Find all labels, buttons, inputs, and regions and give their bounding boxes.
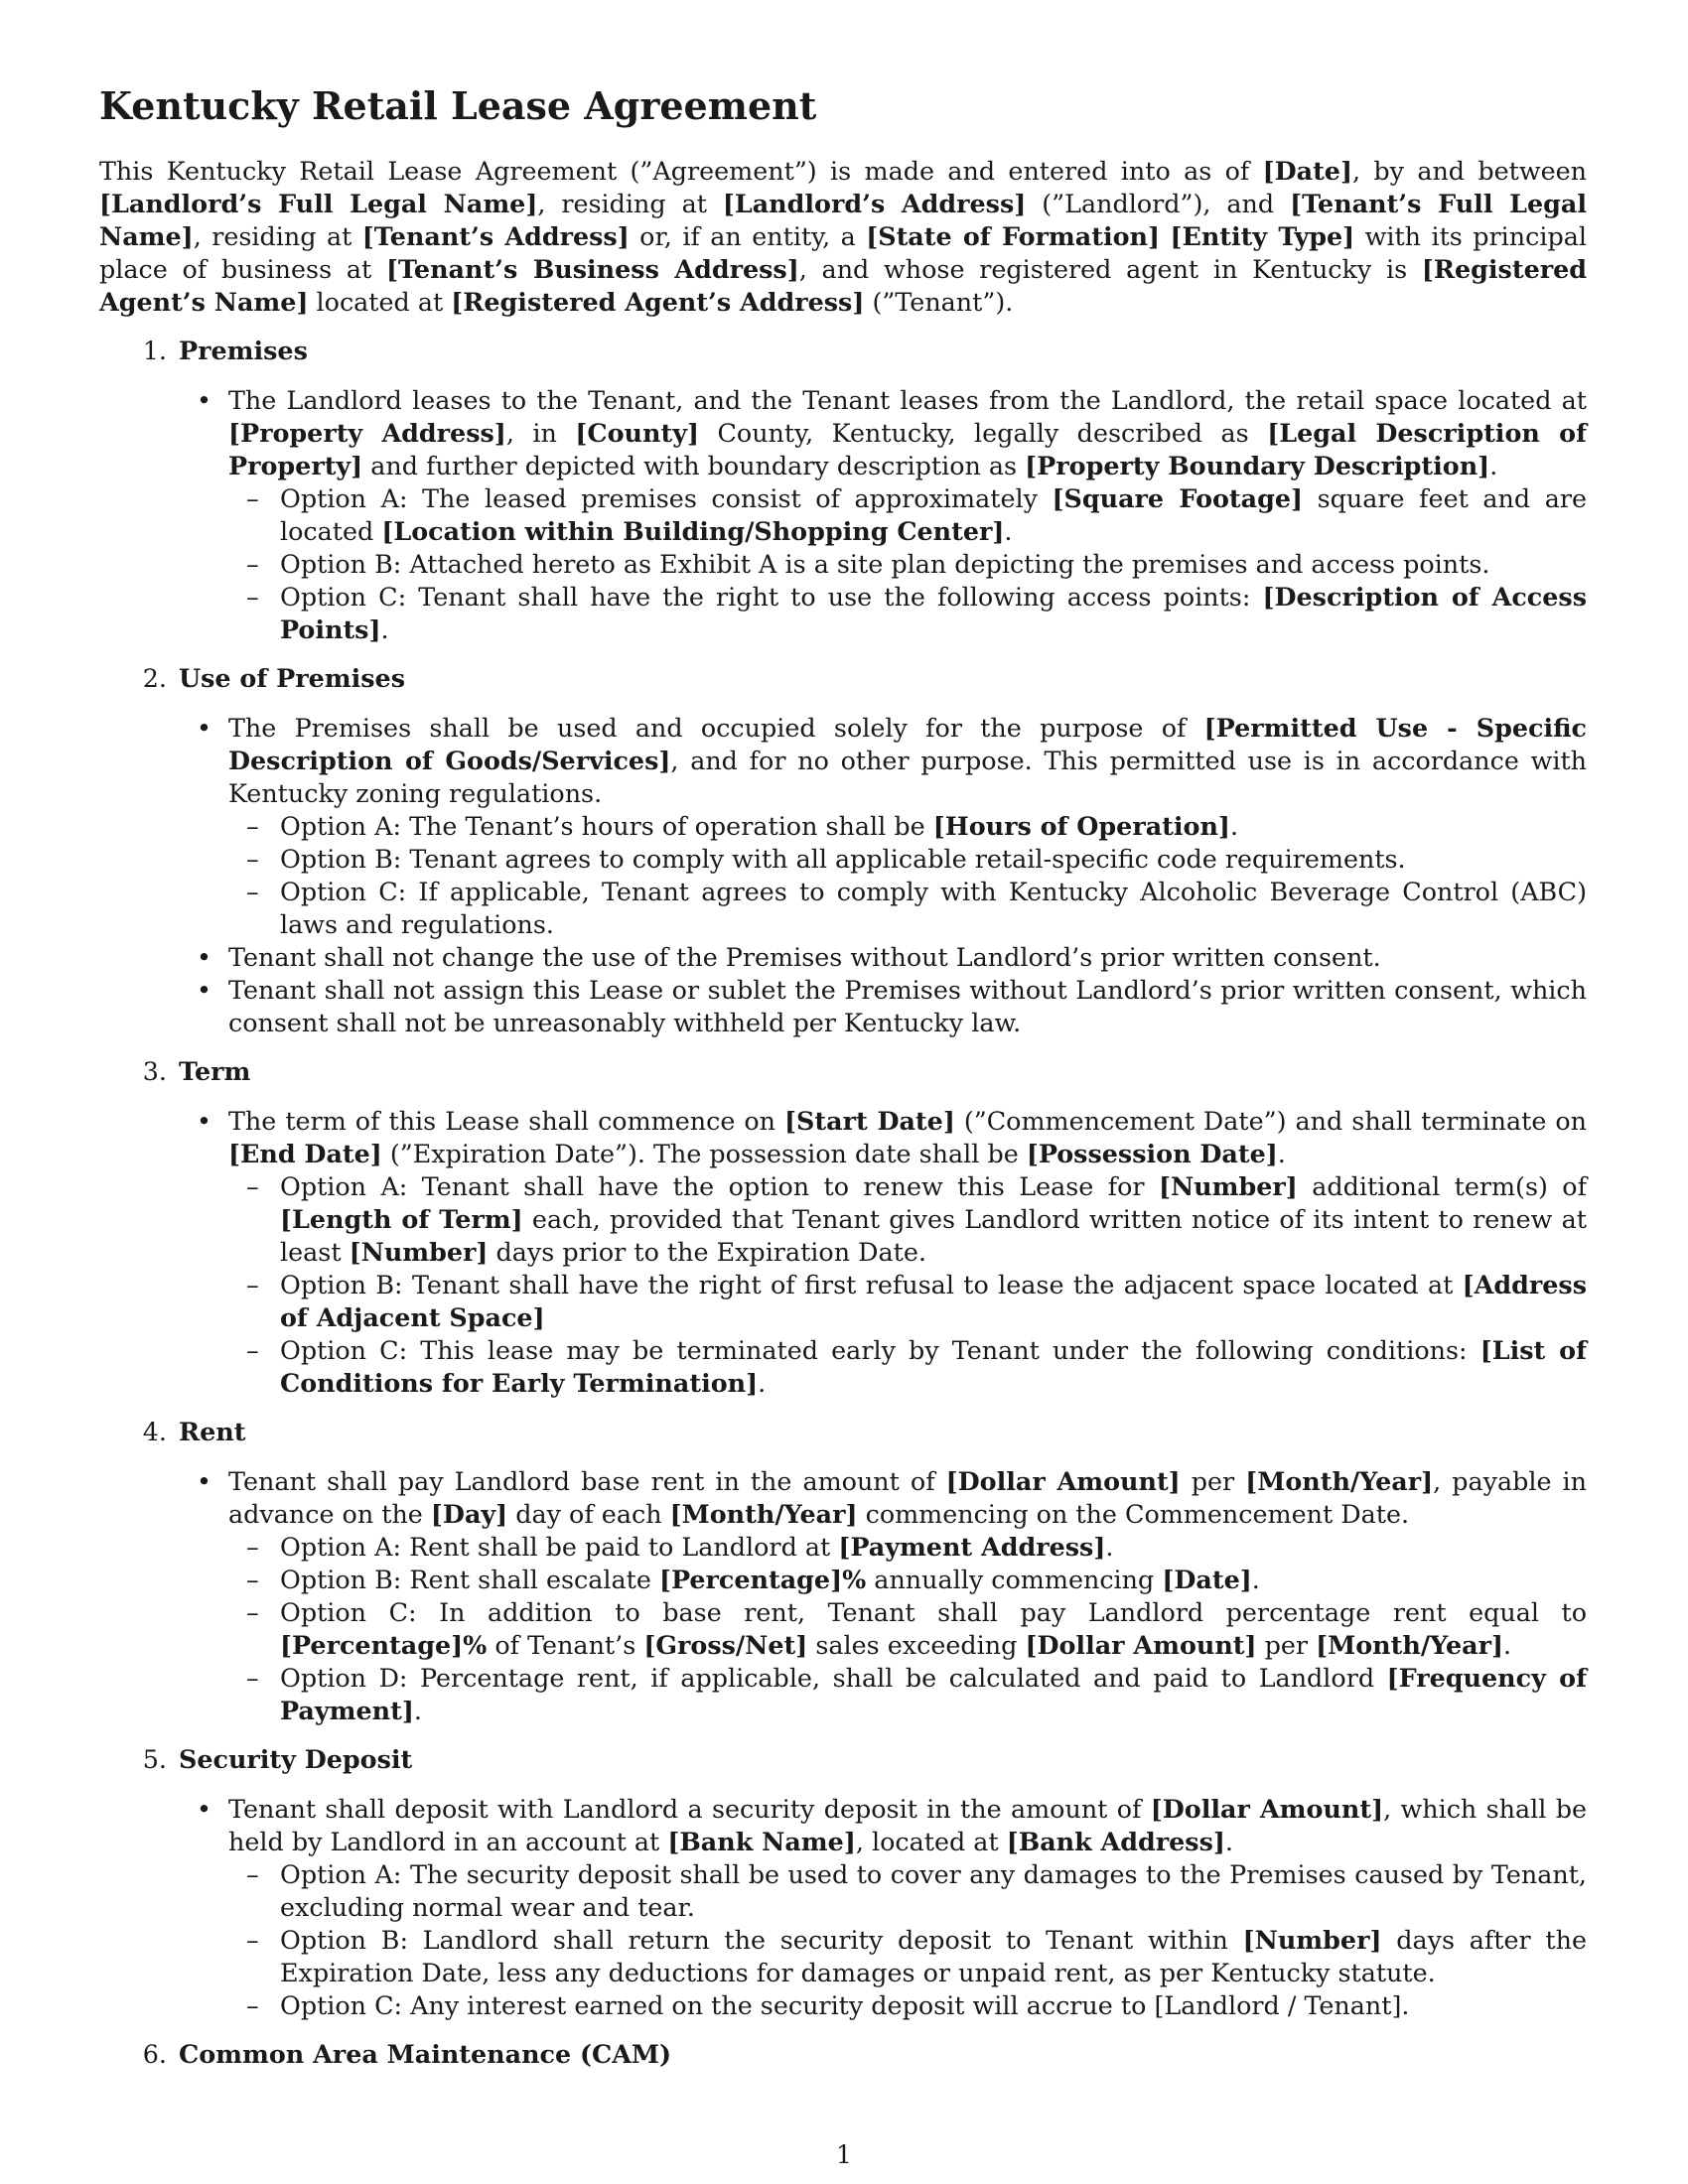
- placeholder-field: [Date]: [1262, 156, 1352, 186]
- text-run: or, if an entity, a: [629, 221, 867, 251]
- option-item: [228, 1596, 1587, 1662]
- text-run: This Kentucky Retail Lease Agreement (”Agreement”) is made and entered into as of: [99, 156, 1263, 186]
- placeholder-field: [Landlord’s Full Legal Name]: [99, 189, 538, 218]
- bullet-item: [99, 1105, 1587, 1400]
- bullet-icon: •: [197, 1106, 211, 1136]
- dash-icon: –: [246, 1171, 259, 1201]
- text-run: Option C: This lease may be terminated early by Tenant under the following conditions:: [280, 1335, 1480, 1365]
- page-number: 1: [836, 2140, 852, 2169]
- text-run: (”Tenant”).: [864, 287, 1014, 317]
- text-run: , located at: [855, 1827, 1007, 1856]
- text-run: [1160, 221, 1170, 251]
- dash-icon: –: [246, 1663, 259, 1693]
- placeholder-field: [Payment Address]: [838, 1532, 1106, 1562]
- text-run: of Tenant’s: [487, 1630, 644, 1660]
- placeholder-field: [Landlord’s Address]: [722, 189, 1027, 218]
- document-page: [99, 83, 1587, 2087]
- section-item: [99, 1416, 1587, 1727]
- bullet-text: [228, 974, 1587, 1039]
- text-run: Option B: Landlord shall return the security deposit to Tenant within: [280, 1925, 1243, 1955]
- text-run: additional term(s) of: [1297, 1171, 1587, 1201]
- text-run: day of each: [507, 1499, 670, 1529]
- text-run: Option C: Any interest earned on the security deposit will accrue to [Landlord / Tenant].: [280, 1990, 1410, 2020]
- dash-icon: –: [246, 483, 259, 513]
- text-run: .: [413, 1696, 422, 1725]
- option-text: [280, 1662, 1587, 1727]
- placeholder-field: [Number]: [349, 1237, 489, 1267]
- text-run: Tenant shall pay Landlord base rent in the amount of: [228, 1466, 946, 1496]
- option-list: [228, 810, 1587, 941]
- section-item: [99, 2038, 1587, 2071]
- text-run: (”Expiration Date”). The possession date shall be: [381, 1139, 1027, 1168]
- placeholder-field: [Square Footage]: [1052, 483, 1304, 513]
- text-run: Tenant shall not change the use of the Premises without Landlord’s prior written consent.: [228, 942, 1381, 972]
- section-heading: [99, 1416, 1587, 1448]
- dash-icon: –: [246, 1335, 259, 1365]
- text-run: Option C: Tenant shall have the right to use the following access points:: [280, 582, 1263, 612]
- option-list: [228, 1170, 1587, 1400]
- bullet-icon: •: [197, 1466, 211, 1496]
- option-list: [228, 1858, 1587, 2022]
- bullet-text: [228, 712, 1587, 810]
- section-item: [99, 1055, 1587, 1400]
- bullet-icon: •: [197, 975, 211, 1005]
- dash-icon: –: [246, 1859, 259, 1889]
- text-run: Option C: If applicable, Tenant agrees to comply with Kentucky Alcoholic Beverage Control (ABC) laws and regulations.: [280, 877, 1587, 939]
- option-text: [280, 1334, 1587, 1400]
- placeholder-field: [Bank Address]: [1006, 1827, 1225, 1856]
- option-text: [280, 1269, 1587, 1334]
- option-text: [280, 1924, 1587, 1989]
- placeholder-field: [Hours of Operation]: [932, 811, 1230, 841]
- placeholder-field: [Start Date]: [784, 1106, 955, 1136]
- placeholder-field: [Description of Access Points]: [280, 582, 1587, 644]
- section-number: 6.: [142, 2039, 167, 2069]
- dash-icon: –: [246, 1532, 259, 1562]
- dash-icon: –: [246, 1270, 259, 1299]
- option-item: [228, 1858, 1587, 1924]
- placeholder-field: [Property Boundary Description]: [1025, 451, 1490, 480]
- section-heading: [99, 335, 1587, 367]
- placeholder-field: [Registered Agent’s Name]: [99, 254, 1588, 317]
- text-run: , in: [505, 418, 576, 448]
- section-item: [99, 662, 1587, 1039]
- option-item: [228, 876, 1587, 941]
- text-run: County, Kentucky, legally described as: [698, 418, 1268, 448]
- section-number: 1.: [142, 336, 167, 365]
- section-heading: [99, 1743, 1587, 1776]
- section-item: [99, 335, 1587, 646]
- bullet-text: [228, 1465, 1587, 1531]
- bullet-icon: •: [197, 385, 211, 415]
- section-number: 4.: [142, 1417, 167, 1446]
- dash-icon: –: [246, 811, 259, 841]
- option-text: [280, 810, 1587, 843]
- placeholder-field: [Dollar Amount]: [1150, 1794, 1384, 1824]
- section-title: Security Deposit: [179, 1744, 413, 1774]
- dash-icon: –: [246, 582, 259, 612]
- text-run: .: [1503, 1630, 1512, 1660]
- bullet-icon: •: [197, 1794, 211, 1824]
- placeholder-field: [Frequency of Payment]: [280, 1663, 1587, 1725]
- text-run: (”Commencement Date”) and shall terminate on: [954, 1106, 1588, 1136]
- option-text: [280, 1989, 1587, 2022]
- bullet-item: [99, 974, 1587, 1039]
- text-run: .: [1229, 811, 1239, 841]
- bullet-list: [99, 1105, 1587, 1400]
- dash-icon: –: [246, 549, 259, 579]
- placeholder-field: [Tenant’s Business Address]: [385, 254, 799, 284]
- bullet-icon: •: [197, 713, 211, 743]
- intro-paragraph: [99, 155, 1587, 319]
- option-text: [280, 1170, 1587, 1269]
- placeholder-field: [Date]: [1162, 1565, 1252, 1594]
- placeholder-field: [Permitted Use - Specific Description of Goods/Services]: [228, 713, 1588, 775]
- placeholder-field: [Tenant’s Address]: [361, 221, 630, 251]
- text-run: Option B: Rent shall escalate: [280, 1565, 659, 1594]
- text-run: Option A: Rent shall be paid to Landlord at: [280, 1532, 839, 1562]
- section-heading: [99, 1055, 1587, 1088]
- text-run: .: [1004, 516, 1013, 546]
- placeholder-field: [Legal Description of Property]: [228, 418, 1587, 480]
- option-text: [280, 1858, 1587, 1924]
- placeholder-field: [Length of Term]: [280, 1204, 523, 1234]
- placeholder-field: [Month/Year]: [1316, 1630, 1504, 1660]
- option-text: [280, 548, 1587, 581]
- section-item: [99, 1743, 1587, 2022]
- option-item: [228, 1989, 1587, 2022]
- placeholder-field: [Location within Building/Shopping Center]: [381, 516, 1005, 546]
- option-item: [228, 843, 1587, 876]
- placeholder-field: [Month/Year]: [669, 1499, 858, 1529]
- placeholder-field: [Registered Agent’s Address]: [451, 287, 865, 317]
- bullet-text: [228, 941, 1587, 974]
- dash-icon: –: [246, 1990, 259, 2020]
- text-run: square feet and are located: [280, 483, 1588, 546]
- section-title: Term: [179, 1056, 251, 1086]
- text-run: Option B: Attached hereto as Exhibit A is a site plan depicting the premises and access points.: [280, 549, 1490, 579]
- dash-icon: –: [246, 1565, 259, 1594]
- text-run: with its principal place of business at: [99, 221, 1587, 284]
- placeholder-field: [County]: [575, 418, 699, 448]
- text-run: Tenant shall not assign this Lease or sublet the Premises without Landlord’s prior written consent, which consent shall not be unreasonably withheld per Kentucky law.: [228, 975, 1587, 1037]
- section-title: Use of Premises: [179, 663, 406, 693]
- placeholder-field: [List of Conditions for Early Termination]: [280, 1335, 1588, 1398]
- option-text: [280, 1596, 1587, 1662]
- text-run: Tenant shall deposit with Landlord a security deposit in the amount of: [228, 1794, 1151, 1824]
- bullet-list: [99, 1465, 1587, 1727]
- bullet-text: [228, 384, 1587, 482]
- option-item: [228, 810, 1587, 843]
- text-run: , and for no other purpose. This permitted use is in accordance with Kentucky zoning regulations.: [228, 746, 1587, 808]
- text-run: .: [758, 1368, 767, 1398]
- text-run: annually commencing: [866, 1565, 1163, 1594]
- text-run: commencing on the Commencement Date.: [857, 1499, 1410, 1529]
- text-run: , residing at: [193, 221, 362, 251]
- option-item: [228, 1334, 1587, 1400]
- dash-icon: –: [246, 877, 259, 906]
- option-text: [280, 843, 1587, 876]
- placeholder-field: [Possession Date]: [1026, 1139, 1278, 1168]
- dash-icon: –: [246, 1925, 259, 1955]
- option-item: [228, 548, 1587, 581]
- text-run: days prior to the Expiration Date.: [488, 1237, 926, 1267]
- bullet-list: [99, 1793, 1587, 2022]
- bullet-list: [99, 712, 1587, 1039]
- option-text: [280, 1564, 1587, 1596]
- placeholder-field: [Bank Name]: [667, 1827, 856, 1856]
- text-run: per: [1180, 1466, 1246, 1496]
- text-run: , by and between: [1351, 156, 1588, 186]
- placeholder-field: [Entity Type]: [1170, 221, 1355, 251]
- document-title: Kentucky Retail Lease Agreement: [99, 83, 817, 128]
- section-heading: [99, 2038, 1587, 2071]
- placeholder-field: [Day]: [430, 1499, 508, 1529]
- placeholder-field: [Month/Year]: [1245, 1466, 1434, 1496]
- placeholder-field: [Gross/Net]: [643, 1630, 808, 1660]
- bullet-item: [99, 1465, 1587, 1727]
- text-run: , payable in advance on the: [228, 1466, 1588, 1529]
- text-run: days after the Expiration Date, less any deductions for damages or unpaid rent, as per Kentucky statute.: [280, 1925, 1588, 1987]
- option-item: [228, 581, 1587, 646]
- option-item: [228, 1269, 1587, 1334]
- placeholder-field: [Dollar Amount]: [1025, 1630, 1257, 1660]
- text-run: The Premises shall be used and occupied solely for the purpose of: [228, 713, 1204, 743]
- placeholder-field: [State of Formation]: [866, 221, 1160, 251]
- placeholder-field: [End Date]: [228, 1139, 382, 1168]
- text-run: located at: [308, 287, 452, 317]
- bullet-icon: •: [197, 942, 211, 972]
- section-number: 5.: [142, 1744, 167, 1774]
- option-item: [228, 482, 1587, 548]
- option-item: [228, 1564, 1587, 1596]
- text-run: (”Landlord”), and: [1026, 189, 1291, 218]
- text-run: The Landlord leases to the Tenant, and the Tenant leases from the Landlord, the retail space located at: [228, 385, 1587, 415]
- text-run: .: [1105, 1532, 1114, 1562]
- text-run: .: [1277, 1139, 1286, 1168]
- text-run: Option A: Tenant shall have the option to renew this Lease for: [280, 1171, 1159, 1201]
- placeholder-field: [Number]: [1158, 1171, 1298, 1201]
- section-title: Common Area Maintenance (CAM): [179, 2039, 672, 2069]
- bullet-list: [99, 384, 1587, 646]
- placeholder-field: [Dollar Amount]: [945, 1466, 1181, 1496]
- option-item: [228, 1924, 1587, 1989]
- placeholder-field: [Tenant’s Full Legal Name]: [99, 189, 1588, 251]
- option-text: [280, 482, 1587, 548]
- dash-icon: –: [246, 844, 259, 874]
- option-item: [228, 1662, 1587, 1727]
- option-text: [280, 1531, 1587, 1564]
- text-run: sales exceeding: [807, 1630, 1026, 1660]
- text-run: The term of this Lease shall commence on: [228, 1106, 785, 1136]
- text-run: Option A: The leased premises consist of approximately: [280, 483, 1053, 513]
- option-item: [228, 1170, 1587, 1269]
- option-list: [228, 1531, 1587, 1727]
- text-run: .: [1489, 451, 1498, 480]
- text-run: and further depicted with boundary description as: [362, 451, 1026, 480]
- bullet-item: [99, 712, 1587, 941]
- sections-list: [99, 335, 1587, 2071]
- section-heading: [99, 662, 1587, 695]
- text-run: , residing at: [537, 189, 723, 218]
- option-item: [228, 1531, 1587, 1564]
- text-run: per: [1256, 1630, 1317, 1660]
- text-run: .: [1224, 1827, 1233, 1856]
- placeholder-field: [Percentage]%: [280, 1630, 488, 1660]
- option-list: [228, 482, 1587, 646]
- placeholder-field: [Percentage]%: [658, 1565, 867, 1594]
- text-run: , which shall be held by Landlord in an account at: [228, 1794, 1587, 1856]
- bullet-text: [228, 1793, 1587, 1858]
- text-run: each, provided that Tenant gives Landlord written notice of its intent to renew at least: [280, 1204, 1587, 1267]
- text-run: Option B: Tenant shall have the right of first refusal to lease the adjacent space located at: [280, 1270, 1463, 1299]
- text-run: .: [380, 614, 389, 644]
- section-title: Rent: [179, 1417, 246, 1446]
- section-number: 3.: [142, 1056, 167, 1086]
- section-number: 2.: [142, 663, 167, 693]
- text-run: Option B: Tenant agrees to comply with all applicable retail-specific code requirements.: [280, 844, 1406, 874]
- dash-icon: –: [246, 1597, 259, 1627]
- placeholder-field: [Address of Adjacent Space]: [280, 1270, 1587, 1332]
- text-run: Option A: The Tenant’s hours of operation shall be: [280, 811, 933, 841]
- bullet-text: [228, 1105, 1587, 1170]
- text-run: Option C: In addition to base rent, Tenant shall pay Landlord percentage rent equal to: [280, 1597, 1587, 1627]
- section-title: Premises: [179, 336, 308, 365]
- bullet-item: [99, 384, 1587, 646]
- text-run: Option D: Percentage rent, if applicable, shall be calculated and paid to Landlord: [280, 1663, 1387, 1693]
- bullet-item: [99, 1793, 1587, 2022]
- option-text: [280, 876, 1587, 941]
- text-run: .: [1251, 1565, 1260, 1594]
- placeholder-field: [Number]: [1242, 1925, 1382, 1955]
- text-run: Option A: The security deposit shall be used to cover any damages to the Premises caused by Tenant, excluding normal wear and tear.: [280, 1859, 1587, 1922]
- text-run: , and whose registered agent in Kentucky is: [798, 254, 1422, 284]
- bullet-item: [99, 941, 1587, 974]
- placeholder-field: [Property Address]: [228, 418, 506, 448]
- option-text: [280, 581, 1587, 646]
